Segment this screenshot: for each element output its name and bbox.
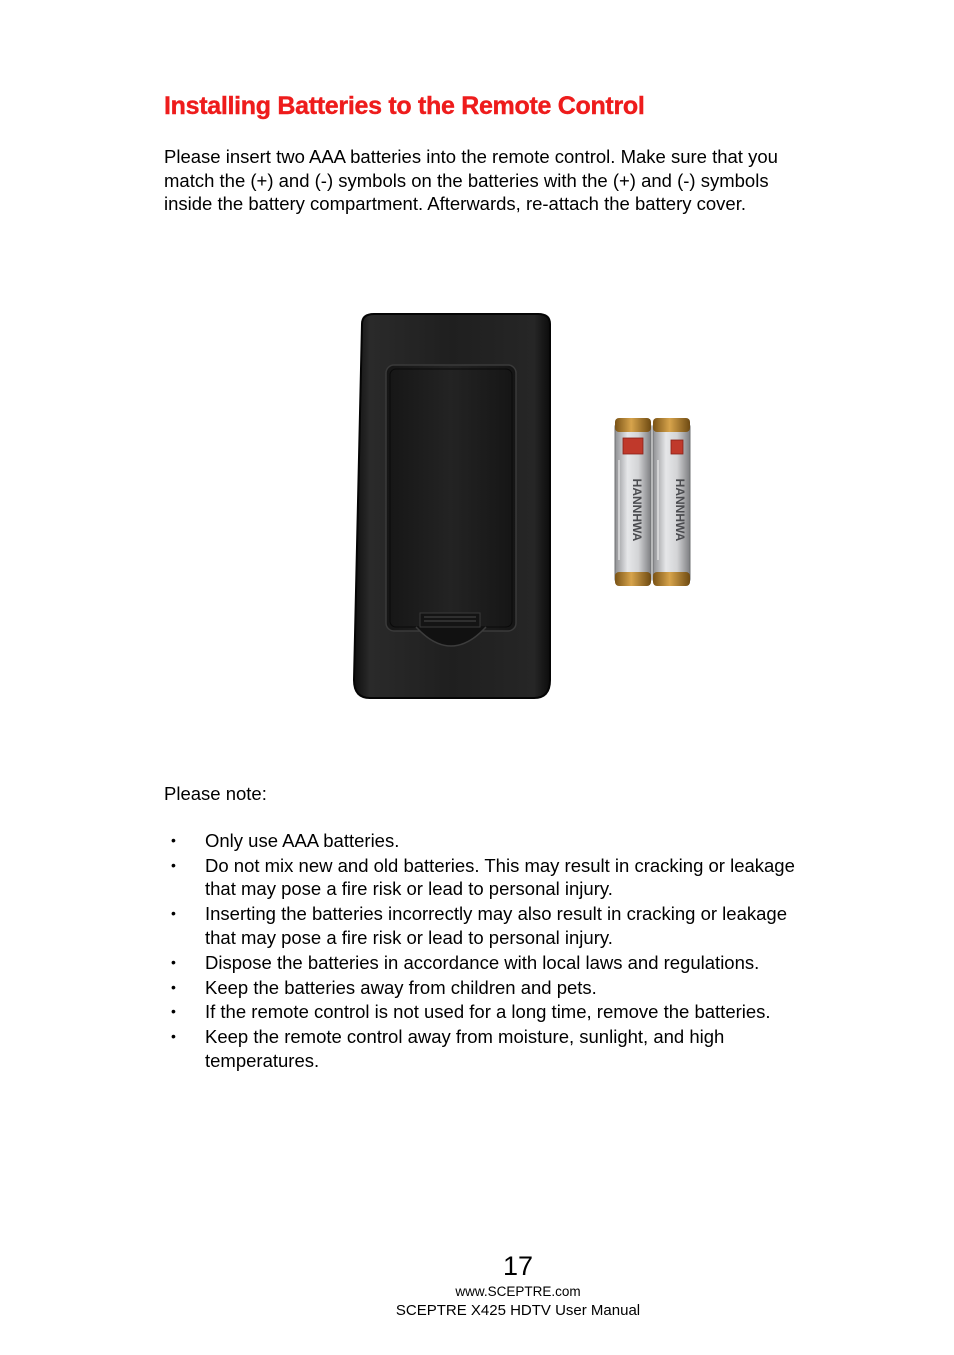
list-item: • Only use AAA batteries. <box>171 830 400 851</box>
intro-line: Please insert two AAA batteries into the remote control. Make sure that you <box>164 146 778 167</box>
list-item: • Inserting the batteries incorrectly may also result in cracking or leakage that may pose a fire risk or lead to personal injury. <box>171 903 787 948</box>
list-item: • Dispose the batteries in accordance with local laws and regulations. <box>171 951 760 973</box>
section-heading: Installing Batteries to the Remote Control <box>164 92 645 120</box>
battery-brand-text: HANNHWA <box>673 478 687 542</box>
notes-list <box>164 829 884 1074</box>
footer-manual-title: SCEPTRE X425 HDTV User Manual <box>395 1302 641 1319</box>
battery-brand-text: HANNHWA <box>630 478 644 542</box>
bullet-icon: • <box>171 1028 176 1045</box>
bullet-icon: • <box>171 856 176 873</box>
note-label: Please note: <box>164 783 267 804</box>
footer-website: www.SCEPTRE.com <box>455 1284 581 1299</box>
aaa-batteries-image <box>615 418 690 586</box>
bullet-icon: • <box>171 832 176 848</box>
bullet-icon: • <box>171 905 176 922</box>
bullet-icon: • <box>171 978 176 995</box>
list-item: • If the remote control is not used for a long time, remove the batteries. <box>171 1001 771 1023</box>
list-item: • Do not mix new and old batteries. This may result in cracking or leakage that may pose a fire risk or lead to personal injury. <box>171 854 795 900</box>
intro-line: match the (+) and (-) symbols on the batteries with the (+) and (-) symbols <box>164 169 769 191</box>
remote-control-image <box>354 314 550 698</box>
list-item: • Keep the batteries away from children and pets. <box>171 976 597 998</box>
page-number: 17 <box>502 1251 534 1281</box>
bullet-icon: • <box>171 953 176 970</box>
intro-line: inside the battery compartment. Afterwards, re-attach the battery cover. <box>164 193 747 214</box>
list-item: • Keep the remote control away from moisture, sunlight, and high temperatures. <box>171 1026 725 1071</box>
remote-and-batteries-photo <box>340 310 710 710</box>
intro-paragraph <box>164 145 864 216</box>
bullet-icon: • <box>171 1003 176 1020</box>
